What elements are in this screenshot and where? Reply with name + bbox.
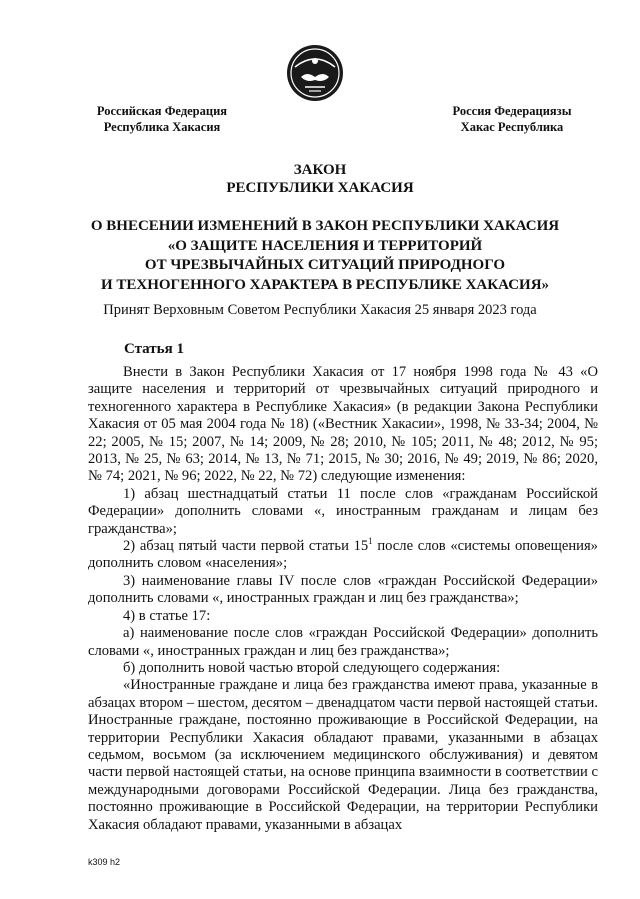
- law-title-line: И ТЕХНОГЕННОГО ХАРАКТЕРА В РЕСПУБЛИКЕ ХАКАСИЯ»: [100, 276, 550, 293]
- header-left: [82, 103, 242, 135]
- coat-of-arms-emblem: [285, 43, 345, 103]
- article-intro: Внести в Закон Республики Хакасия от 17 ноября 1998 года № 43 «О защите населения и территорий от чрезвычайных ситуаций природного и техногенного характера в Республике Хакасия» (в редакции Закона Республики Хакасия от 05 мая 2004 года № 18) («Вестник Хакасии», 1998, № 33-34; 2004, № 22; 2005, № 15; 2007, № 14; 2009, № 28; 2010, № 105; 2011, № 48; 2012, № 95; 2013, № 25, № 63; 2014, № 13, № 71; 2015, № 30; 2016, № 49; 2019, № 86; 2020, № 74; 2021, № 96; 2022, № 22, № 72) следующие изменения:: [88, 364, 598, 485]
- article-item-2: [88, 538, 598, 573]
- article-item-3: 3) наименование главы IV после слов «граждан Российской Федерации» дополнить словами «, иностранных граждан и лиц без гражданства»;: [88, 572, 598, 607]
- header-right: [432, 103, 592, 135]
- article-body: [88, 364, 598, 834]
- article-item-2-start: 2) абзац пятый части первой статьи 15: [123, 538, 369, 555]
- document-issuer: РЕСПУБЛИКИ ХАКАСИЯ: [226, 180, 414, 196]
- header-left-line2: Республика Хакасия: [103, 120, 221, 134]
- law-title-line: О ВНЕСЕНИИ ИЗМЕНЕНИЙ В ЗАКОН РЕСПУБЛИКИ ХАКАСИЯ: [90, 218, 560, 234]
- article-item-1: 1) абзац шестнадцатый статьи 11 после слов «гражданам Российской Федерации» дополнить словами «, иностранным гражданам и лицам без гражданства»;: [88, 485, 598, 537]
- article-item-2-superscript: 1: [368, 536, 373, 547]
- article-quote: «Иностранные граждане и лица без гражданства имеют права, указанные в абзацах втором – шестом, десятом – двенадцатом части первой настоящей статьи. Иностранные граждане, постоянно проживающие в Российской Федерации, на территории Республики Хакасия обладают правами, указанными в абзацах седьмом, восьмом (за исключением медицинского обслуживания) и девятом части первой настоящей статьи, на основе принципа взаимности в соответствии с международными договорами Российской Федерации. Лица без гражданства, постоянно проживающие в Российской Федерации, на территории Республики Хакасия обладают правами, указанными в абзацах: [88, 677, 598, 833]
- article-heading: Статья 1: [124, 341, 184, 357]
- header-right-line1: Россия Федерациязы: [452, 104, 572, 118]
- adoption-line: Принят Верховным Советом Республики Хакасия 25 января 2023 года: [103, 302, 537, 318]
- law-title-line: «О ЗАЩИТЕ НАСЕЛЕНИЯ И ТЕРРИТОРИЙ: [167, 237, 483, 254]
- law-title: [60, 217, 590, 295]
- footer-code: k309 h2: [88, 857, 121, 867]
- law-title-line: ОТ ЧРЕЗВЫЧАЙНЫХ СИТУАЦИЙ ПРИРОДНОГО: [144, 257, 506, 273]
- article-item-4a: а) наименование после слов «граждан Российской Федерации» дополнить словами «, иностранных граждан и лиц без гражданства»;: [88, 625, 598, 659]
- article-item-4: 4) в статье 17:: [123, 607, 211, 624]
- document-type: ЗАКОН: [293, 162, 347, 178]
- header-left-line1: Российская Федерация: [96, 104, 228, 118]
- article-item-4b: б) дополнить новой частью второй следующего содержания:: [123, 659, 501, 676]
- article-item-2-end: после слов «системы оповещения» дополнить словом «населения»;: [88, 538, 598, 572]
- header-right-line2: Хакас Республика: [460, 120, 564, 134]
